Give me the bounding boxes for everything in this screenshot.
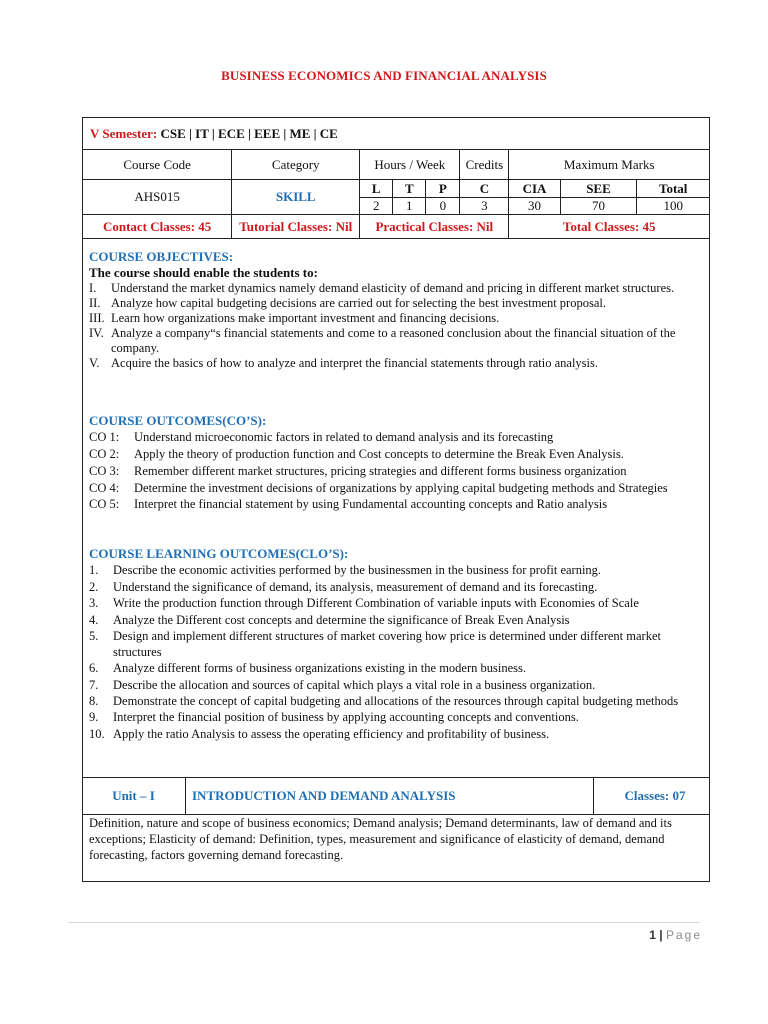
semester-branches: CSE | IT | ECE | EEE | ME | CE — [160, 125, 338, 141]
practical-classes: Practical Classes: Nil — [360, 215, 509, 239]
list-item: CO 3: Remember different market structures, pricing strategies and different forms business organization — [89, 464, 627, 478]
list-item: CO 2: Apply the theory of production function and Cost concepts to determine the Break Even Analysis. — [89, 447, 624, 461]
page-number-separator: | — [659, 928, 663, 942]
course-info-table — [82, 117, 710, 239]
list-item: III. Learn how organizations make important investment and financing decisions. — [89, 311, 500, 325]
page-number — [649, 928, 702, 942]
header-hours-week: Hours / Week — [360, 150, 460, 180]
contact-classes: Contact Classes: 45 — [83, 215, 232, 239]
value-l: 2 — [360, 198, 393, 215]
total-classes: Total Classes: 45 — [509, 215, 710, 239]
course-objectives-section — [89, 249, 704, 371]
list-item: CO 4: Determine the investment decisions of organizations by applying capital budgeting methods and Strategies — [89, 481, 668, 495]
page-number-value: 1 — [649, 928, 656, 942]
list-item: 10. Apply the ratio Analysis to assess the operating efficiency and profitability of business. — [89, 726, 550, 741]
header-course-code: Course Code — [83, 150, 232, 180]
sub-header-total: Total — [637, 180, 710, 198]
sub-header-c: C — [460, 180, 509, 198]
header-category: Category — [232, 150, 360, 180]
list-item: I. Understand the market dynamics namely demand elasticity of demand and pricing in different market structures. — [89, 281, 675, 295]
value-p: 0 — [426, 198, 460, 215]
list-item: 9. Interpret the financial position of business by applying accounting concepts and conventions. — [89, 710, 579, 724]
list-item: 7. Describe the allocation and sources of capital which plays a vital role in a business organization. — [89, 677, 596, 692]
value-total: 100 — [637, 198, 710, 215]
header-credits: Credits — [460, 150, 509, 180]
semester-label: V Semester: — [90, 125, 158, 141]
header-max-marks: Maximum Marks — [509, 150, 710, 180]
list-item: 2. Understand the significance of demand, its analysis, measurement of demand and its forecasting. — [89, 579, 598, 594]
unit-header-row — [82, 777, 710, 815]
page-label: Page — [665, 928, 702, 942]
sub-header-cia: CIA — [509, 180, 560, 198]
category-value: SKILL — [232, 180, 360, 215]
sub-header-t: T — [393, 180, 426, 198]
unit-description: Definition, nature and scope of business economics; Demand analysis; Demand determinants, law of demand and its exceptions; Elasticity of demand: Definition, types, measurement and significance of elasticity of demand, demand forecasting, factors governing demand forecasting. — [89, 816, 672, 862]
course-outcomes-section — [89, 413, 704, 513]
list-item: 8. Demonstrate the concept of capital budgeting and allocations of the resources through capital budgeting methods — [89, 694, 679, 708]
value-cia: 30 — [509, 198, 560, 215]
objectives-lead: The course should enable the students to: — [89, 265, 318, 280]
learning-heading: COURSE LEARNING OUTCOMES(CLO’S): — [89, 546, 349, 561]
footer-divider — [68, 922, 700, 923]
sub-header-l: L — [360, 180, 393, 198]
list-item: 3. Write the production function through Different Combination of variable inputs with Economies of Scale — [89, 596, 639, 610]
value-c: 3 — [460, 198, 509, 215]
list-item: 6. Analyze different forms of business organizations existing in the modern business. — [89, 661, 527, 675]
list-item: 1. Describe the economic activities performed by the businessmen in the business for profit earning. — [89, 563, 602, 577]
list-item: CO 5: Interpret the financial statement by using Fundamental accounting concepts and Ratio analysis — [89, 497, 608, 511]
value-see: 70 — [560, 198, 637, 215]
sub-header-p: P — [426, 180, 460, 198]
sub-header-see: SEE — [560, 180, 637, 198]
document-title: BUSINESS ECONOMICS AND FINANCIAL ANALYSIS — [221, 68, 547, 83]
outcomes-heading: COURSE OUTCOMES(CO’S): — [89, 413, 267, 428]
course-learning-outcomes-section — [89, 546, 704, 742]
unit-classes: Classes: 07 — [624, 788, 686, 803]
list-item: V. Acquire the basics of how to analyze and interpret the financial statements through ratio analysis. — [89, 356, 598, 370]
tutorial-classes: Tutorial Classes: Nil — [232, 215, 360, 239]
course-code-value: AHS015 — [83, 180, 232, 215]
value-t: 1 — [393, 198, 426, 215]
list-item: II. Analyze how capital budgeting decisions are carried out for selecting the best investment proposal. — [89, 296, 606, 310]
semester-row — [83, 118, 710, 150]
objectives-heading: COURSE OBJECTIVES: — [89, 249, 234, 264]
unit-label: Unit – I — [112, 788, 155, 803]
unit-title: INTRODUCTION AND DEMAND ANALYSIS — [192, 788, 456, 803]
list-item: 4. Analyze the Different cost concepts and determine the significance of Break Even Analysis — [89, 612, 570, 627]
list-item: IV. Analyze a company“s financial statements and come to a reasoned conclusion about the financial situation of the company. — [89, 326, 676, 355]
list-item: 5. Design and implement different structures of market covering how price is determined under different market structures — [89, 629, 661, 659]
list-item: CO 1: Understand microeconomic factors in related to demand analysis and its forecasting — [89, 430, 554, 444]
